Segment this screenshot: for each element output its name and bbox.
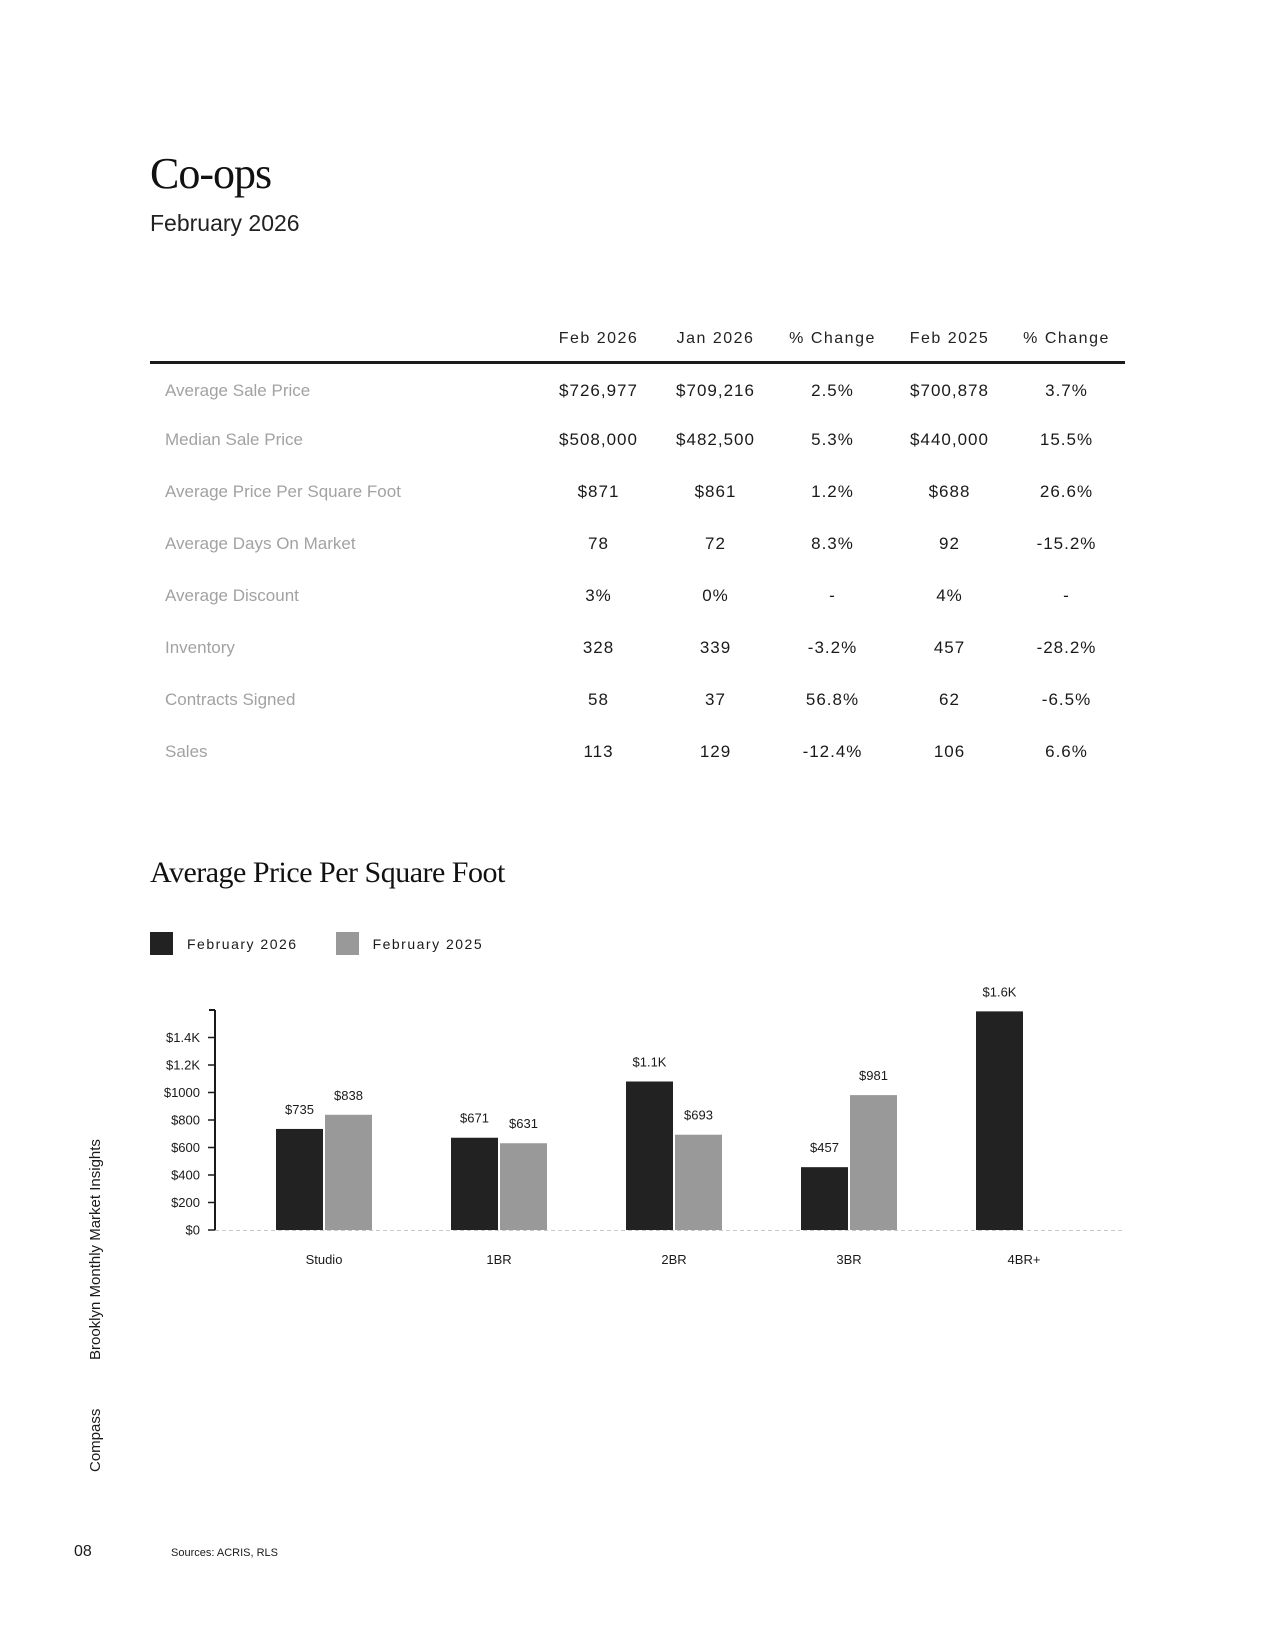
x-tick-label: 2BR [661, 1252, 687, 1267]
table-cell: 62 [939, 690, 960, 709]
page-subtitle: February 2026 [150, 210, 300, 236]
header-cell: % Change [774, 318, 891, 362]
row-label: Average Sale Price [165, 380, 311, 400]
table-cell: 78 [588, 534, 609, 553]
y-tick-label: $1.2K [166, 1057, 200, 1073]
table-cell: 1.2% [811, 482, 854, 501]
x-tick-label: Studio [305, 1252, 343, 1267]
bar [276, 1129, 323, 1230]
table-cell: 58 [588, 690, 609, 709]
table-cell: 5.3% [811, 430, 854, 449]
table-cell: 106 [933, 742, 966, 761]
data-label: $693 [684, 1107, 713, 1123]
row-label: Average Days On Market [165, 534, 356, 553]
table-cell: $440,000 [910, 430, 989, 449]
data-label: $981 [859, 1068, 888, 1084]
y-tick-label: $600 [171, 1140, 200, 1155]
row-label: Sales [165, 742, 208, 761]
sources-note: Sources: ACRIS, RLS [171, 1547, 278, 1559]
table-cell: 8.3% [811, 534, 854, 553]
data-label: $735 [285, 1101, 314, 1117]
sidebar-brand-label: Compass [87, 1408, 104, 1472]
page-title: Co-ops [150, 149, 272, 198]
bar [626, 1082, 673, 1231]
row-label: Median Sale Price [165, 430, 303, 449]
table-cell: $508,000 [559, 430, 638, 449]
header-cell: Feb 2026 [540, 318, 657, 362]
table-cell: $871 [577, 482, 620, 501]
table-cell: 129 [699, 742, 732, 761]
table-cell: - [829, 586, 836, 605]
data-label: $1.6K [982, 984, 1017, 1000]
header-cell: Feb 2025 [891, 318, 1008, 362]
table-cell: - [1063, 586, 1070, 605]
header-cell: Jan 2026 [657, 318, 774, 362]
x-tick-label: 1BR [486, 1252, 512, 1267]
header-cell: % Change [1008, 318, 1125, 362]
bar [801, 1167, 848, 1230]
data-label: $1.1K [632, 1054, 667, 1070]
row-label: Average Price Per Square Foot [165, 482, 401, 501]
data-label: $631 [509, 1116, 538, 1132]
table-cell: 72 [705, 534, 726, 553]
bar [451, 1138, 498, 1230]
table-cell: 56.8% [805, 690, 860, 709]
table-cell: -6.5% [1041, 690, 1092, 709]
table-cell: -12.4% [802, 742, 863, 761]
y-tick-label: $0 [185, 1222, 200, 1238]
y-tick-label: $1000 [163, 1085, 200, 1100]
legend-label: February 2025 [372, 935, 484, 952]
bar [500, 1143, 547, 1230]
y-tick-label: $400 [171, 1167, 200, 1183]
table-cell: 3.7% [1045, 380, 1088, 400]
table-cell: 457 [933, 638, 966, 657]
x-tick-label: 3BR [836, 1252, 862, 1267]
data-label: $671 [460, 1110, 489, 1126]
table-cell: 3% [585, 586, 612, 605]
table-cell: -3.2% [807, 638, 858, 657]
table-cell: $861 [694, 482, 737, 501]
table-cell: $709,216 [676, 380, 755, 400]
table-cell: 15.5% [1039, 430, 1094, 449]
table-cell: $688 [928, 482, 971, 501]
table-cell: 2.5% [811, 380, 854, 400]
table-cell: 4% [936, 586, 963, 605]
table-cell: -15.2% [1036, 534, 1097, 553]
table-cell: -28.2% [1036, 638, 1097, 657]
chart-title: Average Price Per Square Foot [150, 856, 505, 889]
x-tick-label: 4BR+ [1007, 1252, 1041, 1267]
y-tick-label: $800 [171, 1112, 200, 1128]
table-cell: 113 [583, 742, 614, 761]
bar [675, 1135, 722, 1230]
y-tick-label: $1.4K [166, 1030, 200, 1045]
table-cell: 339 [699, 638, 732, 657]
legend-label: February 2026 [187, 935, 298, 952]
bar [976, 1011, 1023, 1230]
y-tick-label: $200 [171, 1195, 200, 1210]
table-cell: $482,500 [676, 430, 755, 449]
row-label: Inventory [165, 638, 235, 657]
bar [850, 1095, 897, 1230]
data-label: $457 [810, 1140, 839, 1156]
row-label: Contracts Signed [165, 690, 296, 709]
table-cell: $726,977 [559, 380, 638, 400]
table-cell: $700,878 [910, 380, 989, 400]
table-cell: 0% [702, 586, 729, 605]
row-label: Average Discount [165, 586, 299, 605]
table-cell: 26.6% [1039, 482, 1094, 501]
sidebar-insights-label: Brooklyn Monthly Market Insights [87, 1139, 104, 1360]
table-cell: 6.6% [1045, 742, 1088, 761]
page-number: 08 [74, 1543, 92, 1560]
bar [325, 1115, 372, 1230]
data-label: $838 [334, 1087, 363, 1103]
table-cell: 92 [939, 534, 960, 553]
table-cell: 37 [705, 690, 726, 709]
table-cell: 328 [582, 638, 615, 657]
